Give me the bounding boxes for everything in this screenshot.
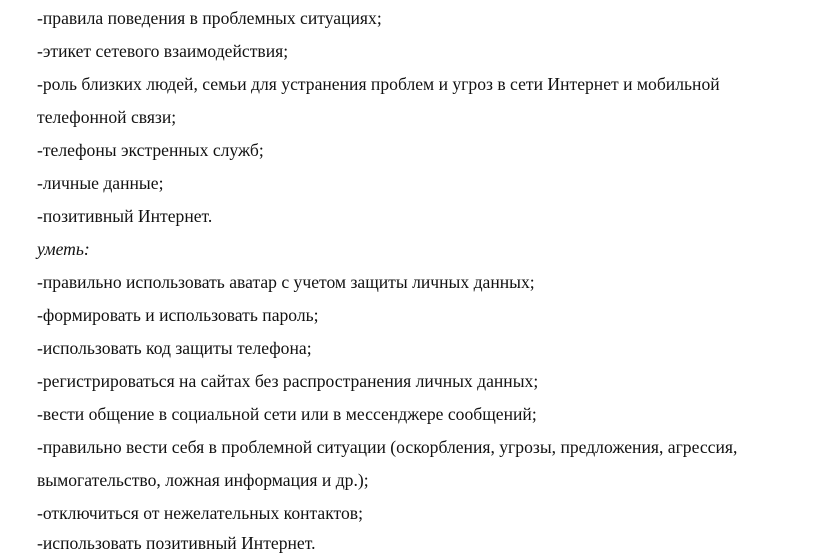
list-item: -регистрироваться на сайтах без распространения личных данных; [37,371,539,391]
list-item: -позитивный Интернет. [37,206,213,226]
list-item: -правильно использовать аватар с учетом защиты личных данных; [37,272,535,292]
list-item-continuation: вымогательство, ложная информация и др.); [37,470,369,490]
list-item: -формировать и использовать пароль; [37,305,319,325]
list-item: -отключиться от нежелательных контактов; [37,503,364,523]
list-item-continuation: телефонной связи; [37,107,177,127]
list-item: -правила поведения в проблемных ситуациях; [37,8,382,28]
list-item: -этикет сетевого взаимодействия; [37,41,289,61]
list-item: -использовать код защиты телефона; [37,338,312,358]
list-item: -правильно вести себя в проблемной ситуации (оскорбления, угрозы, предложения, агрессия, [37,437,738,457]
list-item: -вести общение в социальной сети или в мессенджере сообщений; [37,404,537,424]
list-item: -телефоны экстренных служб; [37,140,264,160]
list-item: -личные данные; [37,173,164,193]
list-item: -использовать позитивный Интернет. [37,533,316,553]
list-item: -роль близких людей, семьи для устранения проблем и угроз в сети Интернет и мобильной [37,74,720,94]
section-heading: уметь: [37,239,90,259]
